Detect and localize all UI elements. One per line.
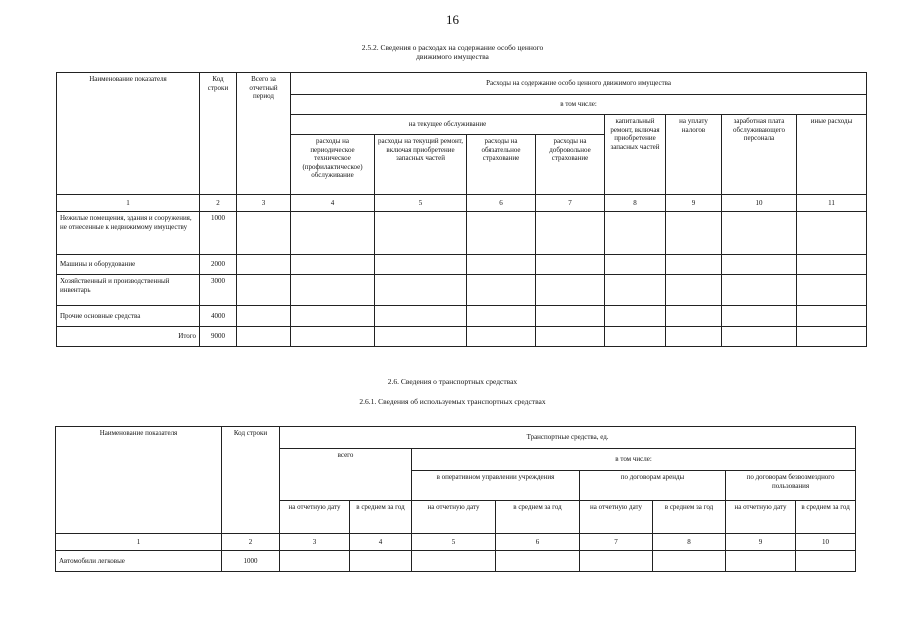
row-name: Машины и оборудование [57, 255, 200, 275]
col-number: 1 [57, 195, 200, 212]
data-cell[interactable] [797, 306, 867, 327]
data-cell[interactable] [653, 551, 726, 572]
header-avg: в среднем за год [653, 501, 726, 534]
header-at-date: на отчетную дату [280, 501, 350, 534]
section-2-6-1-title: 2.6.1. Сведения об используемых транспортных средствах [359, 397, 546, 406]
header-salary: заработная плата обслуживающего персонала [722, 115, 797, 195]
header-avg: в среднем за год [496, 501, 580, 534]
data-cell[interactable] [726, 551, 796, 572]
data-cell[interactable] [412, 551, 496, 572]
col-number: 10 [722, 195, 797, 212]
header-other: иные расходы [797, 115, 867, 195]
table-row [57, 212, 867, 255]
data-cell[interactable] [722, 255, 797, 275]
col-number: 1 [56, 534, 222, 551]
header-at-date: на отчетную дату [726, 501, 796, 534]
header-voluntary-insurance: расходы на добровольное страхование [536, 135, 605, 195]
col-number: 3 [237, 195, 291, 212]
data-cell[interactable] [536, 275, 605, 306]
data-cell[interactable] [291, 275, 375, 306]
col-number: 6 [496, 534, 580, 551]
header-free-use: по договорам безвозмездного пользования [726, 471, 856, 501]
header-capital-repair: капитальный ремонт, включая приобретение запасных частей [605, 115, 666, 195]
header-operational: в оперативном управлении учреждения [412, 471, 580, 501]
col-number: 4 [291, 195, 375, 212]
data-cell[interactable] [722, 275, 797, 306]
col-number: 5 [412, 534, 496, 551]
header-total: всего [280, 449, 412, 501]
expenses-table [56, 72, 867, 347]
data-cell[interactable] [291, 212, 375, 255]
data-cell[interactable] [722, 327, 797, 347]
data-cell[interactable] [467, 275, 536, 306]
data-cell[interactable] [467, 212, 536, 255]
section-2-5-2-title-line2: движимого имущества [416, 52, 489, 61]
data-cell[interactable] [797, 212, 867, 255]
section-2-5-2-title-line1: 2.5.2. Сведения о расходах на содержание особо ценного [361, 43, 544, 52]
data-cell[interactable] [666, 275, 722, 306]
data-cell[interactable] [237, 255, 291, 275]
data-cell[interactable] [280, 551, 350, 572]
data-cell[interactable] [375, 327, 467, 347]
col-number: 10 [796, 534, 856, 551]
row-name: Автомобили легковые [56, 551, 222, 572]
col-number: 7 [580, 534, 653, 551]
data-cell[interactable] [375, 306, 467, 327]
header-at-date: на отчетную дату [412, 501, 496, 534]
data-cell[interactable] [536, 212, 605, 255]
header-preventive: расходы на периодическое техническое (профилактическое) обслуживание [291, 135, 375, 195]
data-cell[interactable] [580, 551, 653, 572]
row-name: Нежилые помещения, здания и сооружения, не отнесенные к недвижимому имуществу [57, 212, 200, 255]
data-cell[interactable] [666, 212, 722, 255]
data-cell[interactable] [237, 306, 291, 327]
col-number: 2 [200, 195, 237, 212]
col-number: 9 [666, 195, 722, 212]
data-cell[interactable] [237, 212, 291, 255]
header-repair: расходы на текущий ремонт, включая приобретение запасных частей [375, 135, 467, 195]
data-cell[interactable] [467, 327, 536, 347]
data-cell[interactable] [796, 551, 856, 572]
data-cell[interactable] [722, 306, 797, 327]
header-avg: в среднем за год [796, 501, 856, 534]
header-lease: по договорам аренды [580, 471, 726, 501]
data-cell[interactable] [291, 327, 375, 347]
data-cell[interactable] [375, 255, 467, 275]
table-row [56, 551, 856, 572]
header-name: Наименование показателя [57, 73, 200, 195]
header-code: Код строки [200, 73, 237, 195]
data-cell[interactable] [375, 212, 467, 255]
header-including: в том числе: [412, 449, 856, 471]
header-code: Код строки [222, 427, 280, 534]
row-code: 2000 [200, 255, 237, 275]
data-cell[interactable] [605, 306, 666, 327]
row-code: 1000 [222, 551, 280, 572]
row-code: 4000 [200, 306, 237, 327]
data-cell[interactable] [605, 255, 666, 275]
data-cell[interactable] [467, 306, 536, 327]
data-cell[interactable] [536, 255, 605, 275]
header-mandatory-insurance: расходы на обязательное страхование [467, 135, 536, 195]
col-number: 6 [467, 195, 536, 212]
data-cell[interactable] [536, 327, 605, 347]
header-avg: в среднем за год [350, 501, 412, 534]
col-number: 9 [726, 534, 796, 551]
header-expenses-group: Расходы на содержание особо ценного движимого имущества [291, 73, 867, 95]
table-row [57, 275, 867, 306]
data-cell[interactable] [375, 275, 467, 306]
header-total: Всего за отчетный период [237, 73, 291, 195]
table-row-total [57, 327, 867, 347]
row-name: Прочие основные средства [57, 306, 200, 327]
row-code: 9000 [200, 327, 237, 347]
data-cell[interactable] [666, 255, 722, 275]
data-cell[interactable] [291, 255, 375, 275]
data-cell[interactable] [291, 306, 375, 327]
page-number: 16 [446, 12, 459, 27]
row-code: 3000 [200, 275, 237, 306]
vehicles-table [55, 426, 856, 572]
data-cell[interactable] [536, 306, 605, 327]
section-2-5-2-title [0, 43, 905, 61]
data-cell[interactable] [797, 275, 867, 306]
col-number: 8 [605, 195, 666, 212]
data-cell[interactable] [237, 275, 291, 306]
data-cell[interactable] [605, 212, 666, 255]
header-including: в том числе: [291, 95, 867, 115]
data-cell[interactable] [605, 327, 666, 347]
data-cell[interactable] [722, 212, 797, 255]
data-cell[interactable] [350, 551, 412, 572]
row-name: Хозяйственный и производственный инвентарь [57, 275, 200, 306]
col-number: 7 [536, 195, 605, 212]
header-vehicles-group: Транспортные средства, ед. [280, 427, 856, 449]
col-number: 11 [797, 195, 867, 212]
row-name-total: Итого [57, 327, 200, 347]
col-number: 5 [375, 195, 467, 212]
col-number: 8 [653, 534, 726, 551]
header-taxes: на уплату налогов [666, 115, 722, 195]
data-cell[interactable] [605, 275, 666, 306]
table-row [57, 306, 867, 327]
table-row [57, 255, 867, 275]
data-cell[interactable] [496, 551, 580, 572]
data-cell[interactable] [467, 255, 536, 275]
section-2-6-title: 2.6. Сведения о транспортных средствах [387, 377, 518, 386]
data-cell[interactable] [666, 306, 722, 327]
data-cell[interactable] [797, 255, 867, 275]
header-at-date: на отчетную дату [580, 501, 653, 534]
data-cell[interactable] [237, 327, 291, 347]
col-number: 4 [350, 534, 412, 551]
header-name: Наименование показателя [56, 427, 222, 534]
col-number: 2 [222, 534, 280, 551]
data-cell[interactable] [797, 327, 867, 347]
data-cell[interactable] [666, 327, 722, 347]
header-current-maintenance: на текущее обслуживание [291, 115, 605, 135]
col-number: 3 [280, 534, 350, 551]
row-code: 1000 [200, 212, 237, 255]
